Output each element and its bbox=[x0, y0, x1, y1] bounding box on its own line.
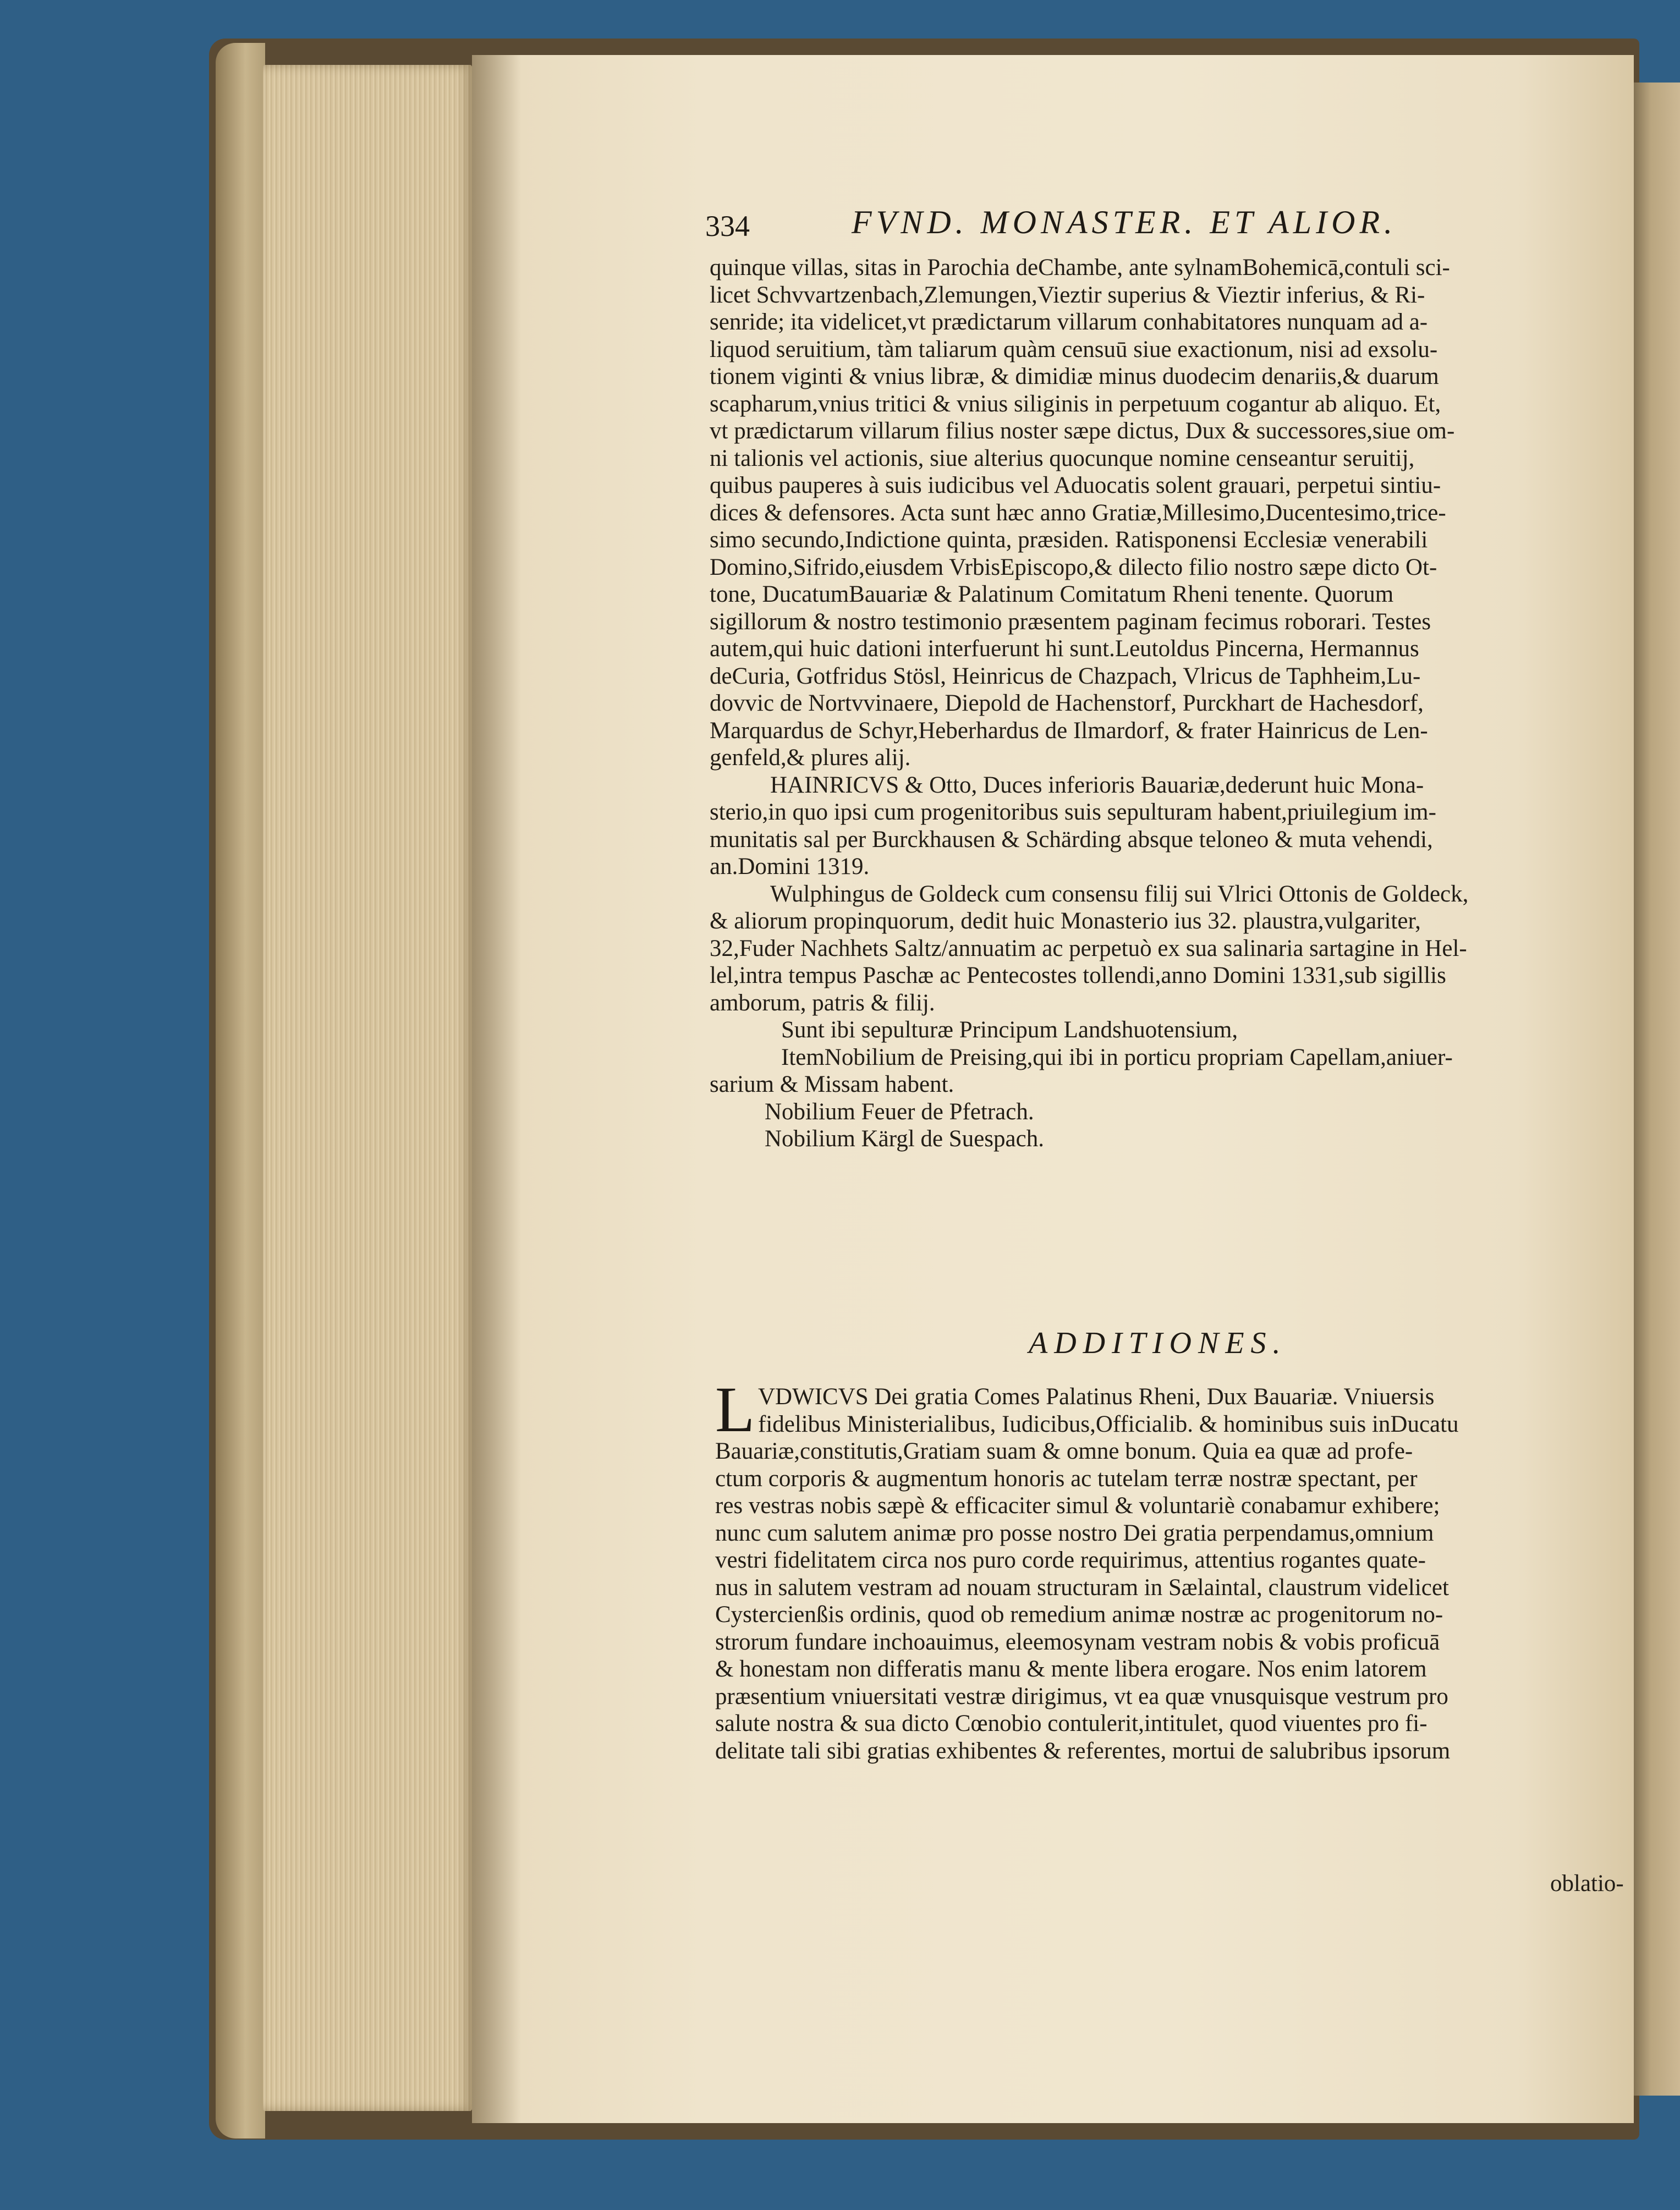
text-line: deCuria, Gotfridus Stösl, Heinricus de Chazpach, Vlricus de Taphheim,Lu- bbox=[710, 663, 1421, 689]
text-line: vestri fidelitatem circa nos puro corde requirimus, attentius rogantes quate- bbox=[715, 1547, 1426, 1573]
text-line: nunc cum salutem animæ pro posse nostro Dei gratia perpendamus,omnium bbox=[715, 1520, 1434, 1546]
text-line: ctum corporis & augmentum honoris ac tutelam terræ nostræ spectant, per bbox=[715, 1465, 1418, 1492]
text-line: Marquardus de Schyr,Heberhardus de Ilmardorf, & frater Hainricus de Len- bbox=[710, 717, 1428, 744]
running-title: FVND. MONASTER. ET ALIOR. bbox=[852, 204, 1397, 240]
text-line: tionem viginti & vnius libræ, & dimidiæ minus duodecim denariis,& duarum bbox=[710, 364, 1439, 389]
text-line: scapharum,vnius tritici & vnius siliginis in perpetuum cogantur ab aliquo. Et, bbox=[710, 391, 1441, 417]
text-line: simo secundo,Indictione quinta, præsiden. Ratisponensi Ecclesiæ venerabili bbox=[710, 527, 1428, 553]
text-line: Cystercienßis ordinis, quod ob remedium animæ nostræ ac progenitorum no- bbox=[715, 1602, 1443, 1628]
text-line: autem,qui huic dationi interfuerunt hi sunt.Leutoldus Pincerna, Hermannus bbox=[710, 636, 1419, 662]
text-line: licet Schvvartzenbach,Zlemungen,Vieztir superius & Vieztir inferius, & Ri- bbox=[710, 282, 1425, 308]
section-heading: ADDITIONES. bbox=[1029, 1326, 1287, 1360]
text-line: Nobilium Feuer de Pfetrach. bbox=[765, 1098, 1034, 1125]
text-line: senride; ita videlicet,vt prædictarum villarum conhabitatores nunquam ad a- bbox=[710, 309, 1428, 335]
gutter-shadow bbox=[472, 55, 521, 2123]
text-line: genfeld,& plures alij. bbox=[710, 745, 911, 771]
book-cover-edge bbox=[216, 43, 265, 2138]
text-line: tone, DucatumBauariæ & Palatinum Comitatum Rheni tenente. Quorum bbox=[710, 581, 1394, 607]
text-line: ItemNobilium de Preising,qui ibi in porticu propriam Capellam,aniuer- bbox=[781, 1044, 1453, 1070]
text-line: munitatis sal per Burckhausen & Schärding absque teloneo & muta vehendi, bbox=[710, 826, 1433, 853]
drop-cap: L bbox=[715, 1373, 755, 1445]
page-number: 334 bbox=[705, 210, 750, 243]
text-line: delitate tali sibi gratias exhibentes & referentes, mortui de salubribus ipsorum bbox=[715, 1738, 1451, 1764]
text-line: dovvic de Nortvvinaere, Diepold de Hachenstorf, Purckhart de Hachesdorf, bbox=[710, 690, 1424, 716]
text-line: sarium & Missam habent. bbox=[710, 1071, 954, 1097]
text-line: strorum fundare inchoauimus, eleemosynam vestram nobis & vobis proficuā bbox=[715, 1629, 1440, 1655]
text-line: res vestras nobis sæpè & efficaciter simul & voluntariè conabamur exhibere; bbox=[715, 1493, 1440, 1519]
text-line: HAINRICVS & Otto, Duces inferioris Bauariæ,dederunt huic Mona- bbox=[770, 772, 1424, 798]
text-line: præsentium vniuersitati vestræ dirigimus, vt ea quæ vnusquisque vestrum pro bbox=[715, 1683, 1448, 1709]
page-edges bbox=[263, 65, 472, 2111]
text-line: 32,Fuder Nachhets Saltz/annuatim ac perpetuò ex sua salinaria sartagine in Hel- bbox=[710, 935, 1467, 961]
text-line: & aliorum propinquorum, dedit huic Monasterio ius 32. plaustra,vulgariter, bbox=[710, 908, 1421, 934]
text-line: & honestam non differatis manu & mente libera erogare. Nos enim latorem bbox=[715, 1656, 1427, 1682]
text-line: salute nostra & sua dicto Cœnobio contulerit,intitulet, quod viuentes pro fi- bbox=[715, 1711, 1428, 1736]
text-line: sterio,in quo ipsi cum progenitoribus suis sepulturam habent,priuilegium im- bbox=[710, 799, 1436, 825]
text-line: an.Domini 1319. bbox=[710, 854, 870, 879]
text-line: nus in salutem vestram ad nouam structuram in Sælaintal, claustrum videlicet bbox=[715, 1574, 1449, 1601]
text-line: dices & defensores. Acta sunt hæc anno Gratiæ,Millesimo,Ducentesimo,trice- bbox=[710, 499, 1446, 526]
text-line: quibus pauperes à suis iudicibus vel Aduocatis solent grauari, perpetui sintiu- bbox=[710, 472, 1441, 498]
text-line: Sunt ibi sepulturæ Principum Landshuotensium, bbox=[781, 1017, 1238, 1043]
main-text bbox=[710, 254, 1590, 1153]
text-line: quinque villas, sitas in Parochia deChambe, ante sylnamBohemicā,contuli sci- bbox=[710, 255, 1450, 281]
text-line: liquod seruitium, tàm taliarum quàm censuū siue exactionum, nisi ad exsolu- bbox=[710, 336, 1438, 362]
text-line: Wulphingus de Goldeck cum consensu filij sui Vlrici Ottonis de Goldeck, bbox=[770, 881, 1469, 907]
text-line: lel,intra tempus Paschæ ac Pentecostes tollendi,anno Domini 1331,sub sigillis bbox=[710, 963, 1446, 988]
text-line: fidelibus Ministerialibus, Iudicibus,Officialib. & hominibus suis inDucatu bbox=[758, 1411, 1459, 1437]
text-line: vt prædictarum villarum filius noster sæpe dictus, Dux & successores,siue om- bbox=[710, 418, 1455, 444]
text-line: ni talionis vel actionis, siue alterius quocunque nomine censeantur seruitij, bbox=[710, 445, 1415, 471]
text-line: Nobilium Kärgl de Suespach. bbox=[765, 1126, 1044, 1152]
text-line: sigillorum & nostro testimonio præsentem paginam fecimus roborari. Testes bbox=[710, 608, 1431, 635]
additiones-text bbox=[715, 1383, 1595, 1764]
text-line: Bauariæ,constitutis,Gratiam suam & omne bonum. Quia ea quæ ad profe- bbox=[715, 1438, 1413, 1464]
text-line: Domino,Sifrido,eiusdem VrbisEpiscopo,& dilecto filio nostro sæpe dicto Ot- bbox=[710, 554, 1437, 580]
text-line: VDWICVS Dei gratia Comes Palatinus Rheni, Dux Bauariæ. Vniuersis bbox=[758, 1384, 1435, 1410]
facing-page-edge bbox=[1631, 83, 1680, 2096]
text-line: amborum, patris & filij. bbox=[710, 989, 935, 1016]
catchword: oblatio- bbox=[1550, 1871, 1624, 1896]
